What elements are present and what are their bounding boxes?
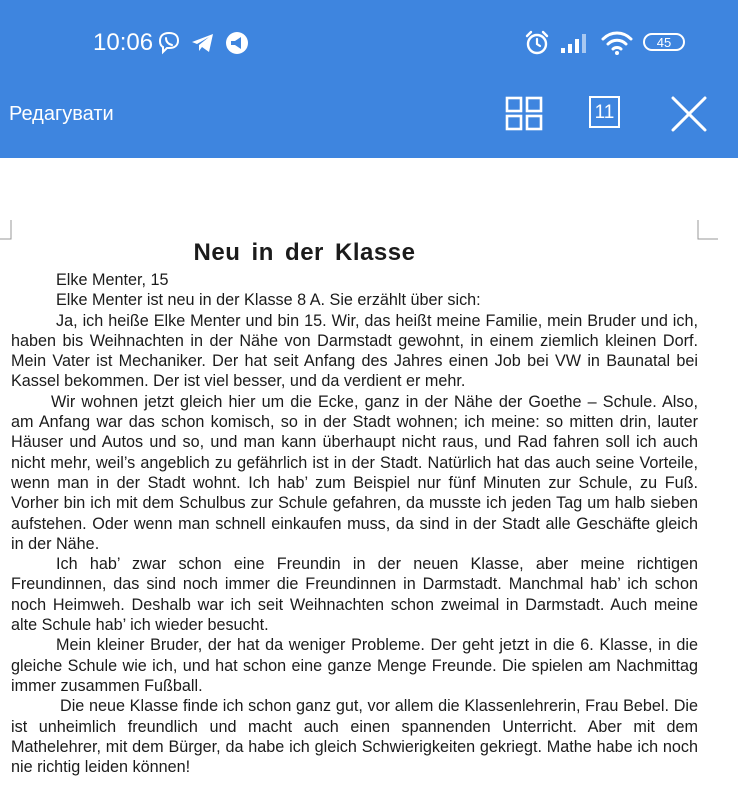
page-corner-mark <box>0 220 12 240</box>
paragraph: Mein kleiner Bruder, der hat da weniger Probleme. Der geht jetzt in die 6. Klasse, in die gleiche Schule wie ich, und hat schon eine ganze Menge Freunde. Die spielen am Nachmittag immer zusammen Fußball. <box>11 636 698 695</box>
page-corner-mark <box>697 220 719 240</box>
clock: 10:06 <box>93 29 154 56</box>
grid-view-icon[interactable] <box>505 96 543 132</box>
paragraph: Ich hab’ zwar schon eine Freundin in der neuen Klasse, aber meine richtigen Freundinnen, das sind noch immer die Freundinnen in Darmstadt. Manchmal hab’ ich schon noch Heimweh. Deshalb war ich seit Weihnachten schon zweimal in Darmstadt. Auch meine alte Schule hab’ ich wieder besucht. <box>11 555 698 635</box>
telegram-icon <box>190 31 216 55</box>
wifi-icon <box>600 30 634 56</box>
page-count-button[interactable]: 11 <box>589 96 620 128</box>
alarm-icon <box>523 29 551 57</box>
paragraph: Die neue Klasse finde ich schon ganz gut, vor allem die Klassenlehrerin, Frau Bebel. Die ist unheimlich freundlich und macht auch einen spannenden Unterricht. Aber mit dem Mathelehrer, mit dem Bürger, da habe ich gleich Schwierigkeiten gekriegt. Mathe habe ich noch nie richtig leiden können! <box>11 697 698 777</box>
close-icon[interactable] <box>670 95 708 133</box>
document-title: Neu in der Klasse <box>193 239 416 266</box>
edit-button[interactable]: Редагувати <box>9 103 114 125</box>
signal-icon <box>559 31 591 55</box>
status-bar <box>0 0 738 86</box>
megaphone-icon <box>224 30 250 56</box>
battery-icon: 45 <box>643 33 685 51</box>
document-author: Elke Menter, 15 <box>56 271 169 289</box>
document-page <box>11 238 698 777</box>
paragraph: Ja, ich heiße Elke Menter und bin 15. Wir, das heißt meine Familie, mein Bruder und ich, haben bis Weihnachten in der Nähe von Darmstadt gewohnt, in einem ziemlich kleinen Dorf. Mein Vater ist Mechaniker. Der hat seit Anfang des Jahres einen Job bei VW in Baunatal bei Kassel bekommen. Der ist viel besser, und da verdient er mehr. <box>11 311 698 391</box>
paragraph: Wir wohnen jetzt gleich hier um die Ecke, ganz in der Nähe der Goethe – Schule. Also, am Anfang war das schon komisch, so in der Stadt wohnen; ich meine: so mitten drin, lauter Häuser und Autos und so, und man kann überhaupt nicht raus, und Rad fahren soll ich auch nicht mehr, weil’s angeblich zu gefährlich ist in der Stadt. Natürlich hat das auch seine Vorteile, wenn man in der Stadt wohnt. Ich hab’ zum Beispiel nur fünf Minuten zur Schule, zu Fuß. Vorher bin ich mit dem Schulbus zur Schule gefahren, da musste ich jeden Tag um halb sieben aufstehen. Oder wenn man schnell einkaufen muss, da sind in der Stadt alle Geschäfte gleich in der Nähe. <box>11 392 698 553</box>
viber-icon <box>156 30 182 56</box>
paragraph: Elke Menter ist neu in der Klasse 8 A. Sie erzählt über sich: <box>56 291 481 310</box>
